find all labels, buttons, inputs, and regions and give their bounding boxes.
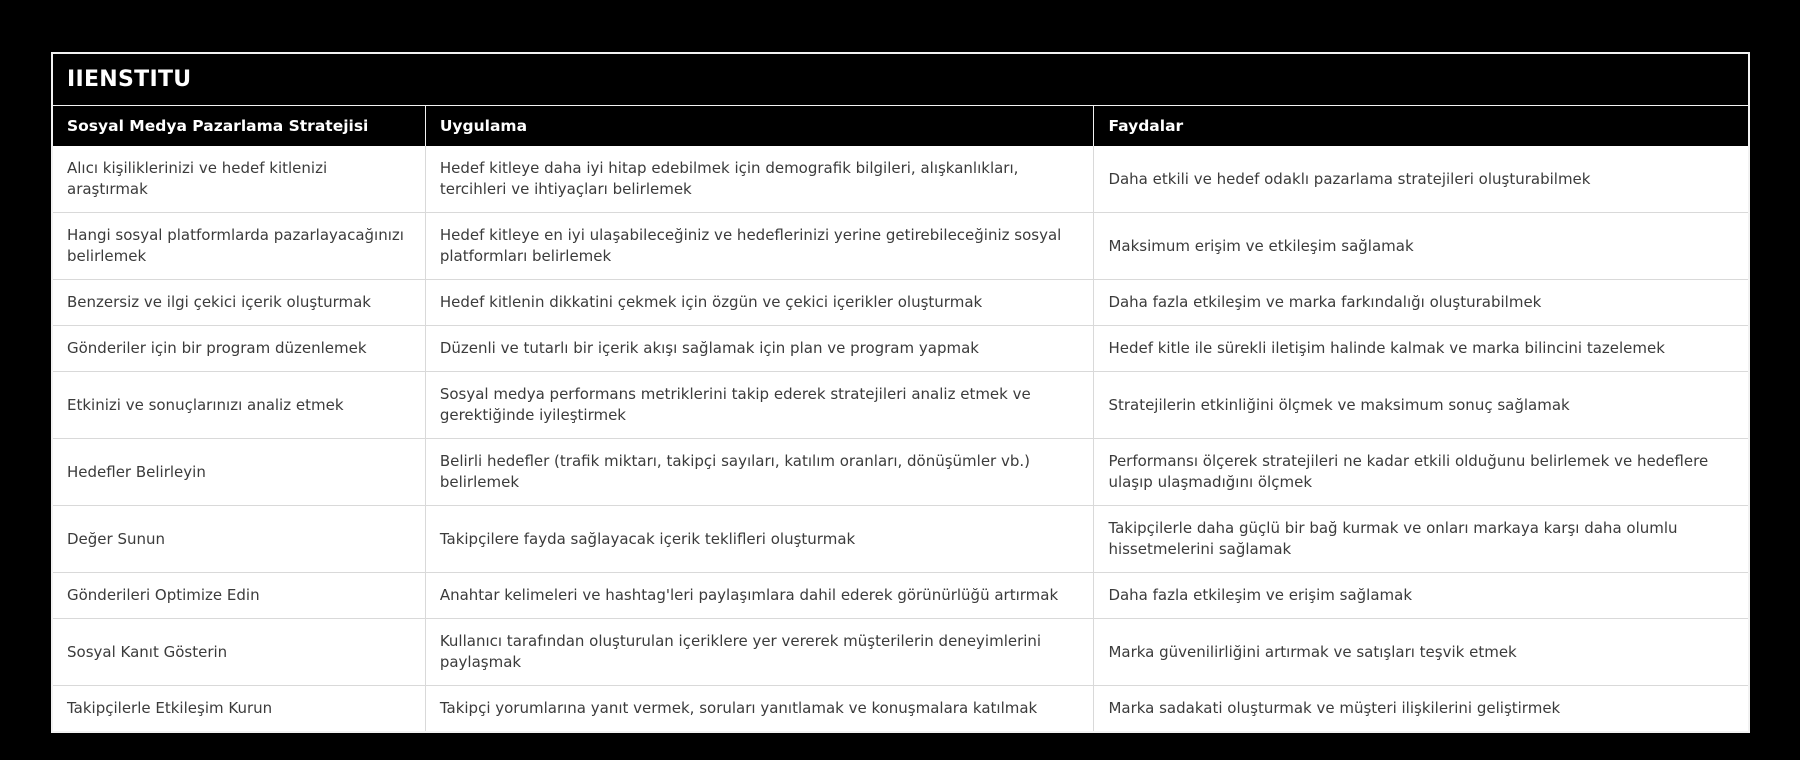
benefit-cell: Daha fazla etkileşim ve erişim sağlamak	[1094, 573, 1749, 619]
table-row	[52, 573, 1749, 619]
strategy-cell: Gönderileri Optimize Edin	[52, 573, 425, 619]
application-cell: Anahtar kelimeleri ve hashtag'leri paylaşımlara dahil ederek görünürlüğü artırmak	[425, 573, 1094, 619]
strategy-cell: Gönderiler için bir program düzenlemek	[52, 326, 425, 372]
benefit-cell: Takipçilerle daha güçlü bir bağ kurmak ve onları markaya karşı daha olumlu hissetmelerini sağlamak	[1094, 506, 1749, 573]
benefit-cell: Maksimum erişim ve etkileşim sağlamak	[1094, 213, 1749, 280]
table-row	[52, 506, 1749, 573]
strategy-cell: Benzersiz ve ilgi çekici içerik oluşturmak	[52, 280, 425, 326]
table-body	[52, 146, 1749, 732]
strategy-cell: Takipçilerle Etkileşim Kurun	[52, 686, 425, 733]
page-title: IIENSTITU	[52, 53, 1749, 106]
benefit-cell: Hedef kitle ile sürekli iletişim halinde kalmak ve marka bilincini tazelemek	[1094, 326, 1749, 372]
strategy-cell: Hangi sosyal platformlarda pazarlayacağınızı belirlemek	[52, 213, 425, 280]
benefit-cell: Stratejilerin etkinliğini ölçmek ve maksimum sonuç sağlamak	[1094, 372, 1749, 439]
strategy-cell: Sosyal Kanıt Gösterin	[52, 619, 425, 686]
strategy-table	[51, 52, 1750, 733]
column-header-benefits: Faydalar	[1094, 106, 1749, 147]
column-header-strategy: Sosyal Medya Pazarlama Stratejisi	[52, 106, 425, 147]
application-cell: Takipçi yorumlarına yanıt vermek, soruları yanıtlamak ve konuşmalara katılmak	[425, 686, 1094, 733]
benefit-cell: Marka güvenilirliğini artırmak ve satışları teşvik etmek	[1094, 619, 1749, 686]
table-row	[52, 146, 1749, 213]
application-cell: Takipçilere fayda sağlayacak içerik teklifleri oluşturmak	[425, 506, 1094, 573]
application-cell: Sosyal medya performans metriklerini takip ederek stratejileri analiz etmek ve gerektiğinde iyileştirmek	[425, 372, 1094, 439]
benefit-cell: Daha etkili ve hedef odaklı pazarlama stratejileri oluşturabilmek	[1094, 146, 1749, 213]
application-cell: Kullanıcı tarafından oluşturulan içeriklere yer vererek müşterilerin deneyimlerini paylaşmak	[425, 619, 1094, 686]
table-row	[52, 213, 1749, 280]
strategy-cell: Değer Sunun	[52, 506, 425, 573]
table-row	[52, 326, 1749, 372]
benefit-cell: Daha fazla etkileşim ve marka farkındalığı oluşturabilmek	[1094, 280, 1749, 326]
benefit-cell: Marka sadakati oluşturmak ve müşteri ilişkilerini geliştirmek	[1094, 686, 1749, 733]
strategy-cell: Hedefler Belirleyin	[52, 439, 425, 506]
strategy-cell: Etkinizi ve sonuçlarınızı analiz etmek	[52, 372, 425, 439]
table-row	[52, 372, 1749, 439]
benefit-cell: Performansı ölçerek stratejileri ne kadar etkili olduğunu belirlemek ve hedeflere ulaşıp ulaşmadığını ölçmek	[1094, 439, 1749, 506]
application-cell: Belirli hedefler (trafik miktarı, takipçi sayıları, katılım oranları, dönüşümler vb.) belirlemek	[425, 439, 1094, 506]
table-row	[52, 619, 1749, 686]
column-header-application: Uygulama	[425, 106, 1094, 147]
table-row	[52, 439, 1749, 506]
application-cell: Hedef kitlenin dikkatini çekmek için özgün ve çekici içerikler oluşturmak	[425, 280, 1094, 326]
application-cell: Düzenli ve tutarlı bir içerik akışı sağlamak için plan ve program yapmak	[425, 326, 1094, 372]
strategy-cell: Alıcı kişiliklerinizi ve hedef kitlenizi araştırmak	[52, 146, 425, 213]
table-row	[52, 280, 1749, 326]
application-cell: Hedef kitleye daha iyi hitap edebilmek için demografik bilgileri, alışkanlıkları, tercihleri ve ihtiyaçları belirlemek	[425, 146, 1094, 213]
table-row	[52, 686, 1749, 733]
application-cell: Hedef kitleye en iyi ulaşabileceğiniz ve hedeflerinizi yerine getirebileceğiniz sosyal platformları belirlemek	[425, 213, 1094, 280]
table-title-row	[52, 53, 1749, 106]
table-header-row	[52, 106, 1749, 147]
